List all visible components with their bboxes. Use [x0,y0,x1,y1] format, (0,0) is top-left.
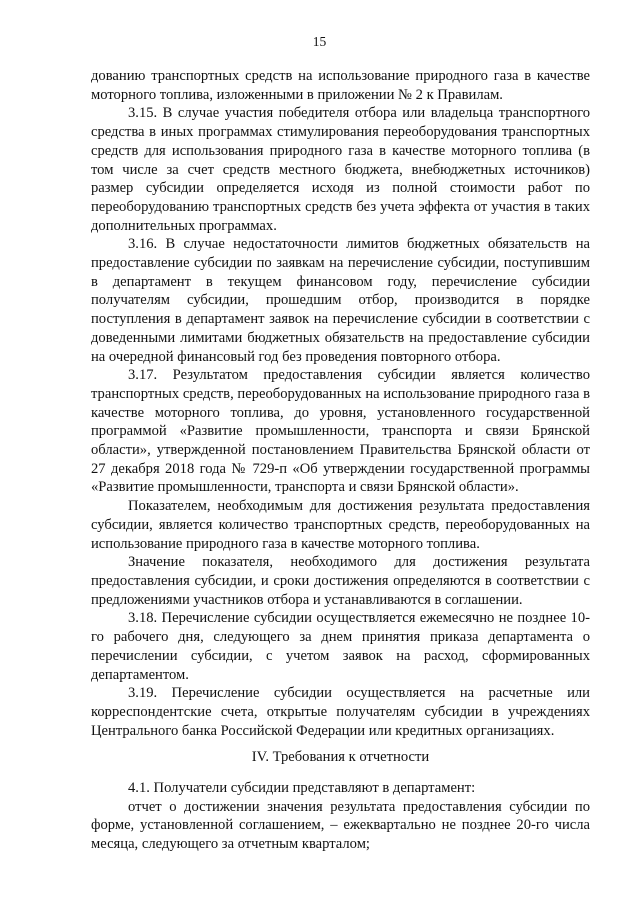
paragraph-3-18: 3.18. Перечисление субсидии осуществляется ежемесячно не позднее 10-го рабочего дня, следующего за днем принятия приказа департамента о перечислении субсидии, с учетом заявок на расход, сформированных департаментом. [91,610,590,683]
paragraph-3-17: 3.17. Результатом предоставления субсидии является количество транспортных средств, переоборудованных на использование природного газа в качестве моторного топлива, до уровня, установленного государственной программой «Развитие промышленности, транспорта и связи Брянской области», утвержденной постановлением Правительства Брянской области от 27 декабря 2018 года № 729-п «Об утверждении государственной программы «Развитие промышленности, транспорта и связи Брянской области». [91,367,590,496]
section-heading: IV. Требования к отчетности [251,749,430,766]
paragraph-4-1: 4.1. Получатели субсидии представляют в департамент: [128,780,476,797]
paragraph-3-15: 3.15. В случае участия победителя отбора или владельца транспортного средства в иных программах стимулирования переоборудования транспортных средств для использования природного газа в качестве моторного топлива (в том числе за счет средств местного бюджета, внебюджетных источников) размер субсидии определяется исходя из полной стоимости работ по переоборудованию транспортных средств без учета эффекта от участия в таких дополнительных программах. [91,105,590,234]
page-number: 15 [312,34,327,49]
document-body [91,67,590,854]
paragraph-indicator: Показателем, необходимым для достижения результата предоставления субсидии, является количество транспортных средств, переоборудованных на использование природного газа в качестве моторного топлива. [91,498,590,552]
paragraph-indicator-value: Значение показателя, необходимого для достижения результата предоставления субсидии, и сроки достижения определяются в соответствии с предложениями участников отбора и устанавливаются в соглашении. [91,554,590,608]
paragraph-continuation: дованию транспортных средств на использование природного газа в качестве моторного топлива, изложенными в приложении № 2 к Правилам. [91,68,590,103]
paragraph-report: отчет о достижении значения результата предоставления субсидии по форме, установленной соглашением, – ежеквартально не позднее 20-го числа месяца, следующего за отчетным кварталом; [91,798,590,853]
paragraph-3-16: 3.16. В случае недостаточности лимитов бюджетных обязательств на предоставление субсидии по заявкам на перечисление субсидии, поступившим в департамент в текущем финансовом году, перечисление субсидии получателям субсидии, прошедшим отбор, производится в порядке поступления в департамент заявок на перечисление субсидии в соответствии с доведенными лимитами бюджетных обязательств на предоставление субсидии на очередной финансовый год без проведения повторного отбора. [91,236,590,365]
paragraph-3-19: 3.19. Перечисление субсидии осуществляется на расчетные или корреспондентские счета, открытые получателям субсидии в учреждениях Центрального банка Российской Федерации или кредитных организациях. [91,685,590,739]
